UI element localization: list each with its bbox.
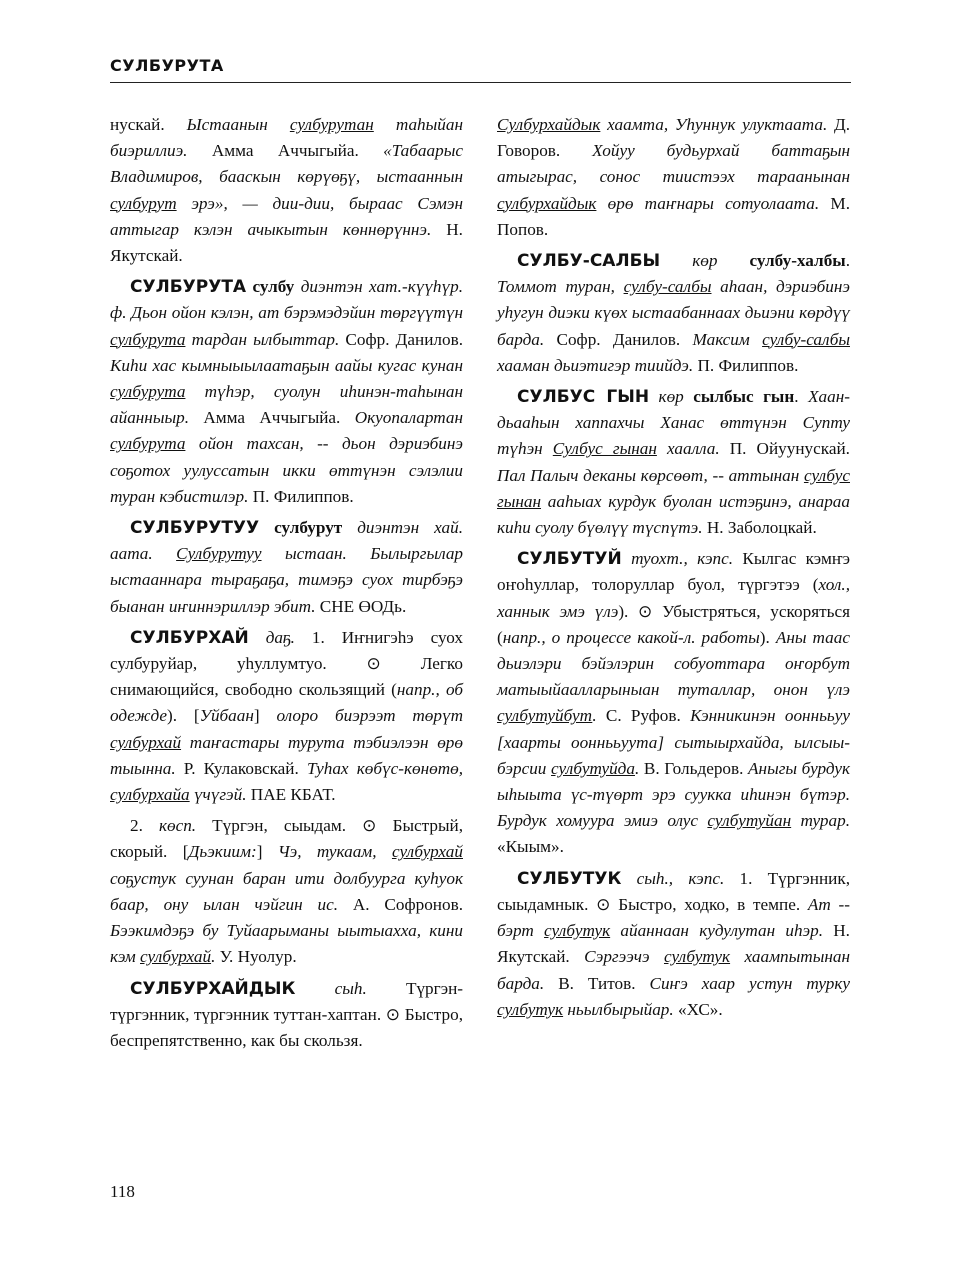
example-text: напр., об одежде	[110, 680, 463, 726]
highlighted-word: сулбурхайа	[110, 785, 190, 805]
example-text: Ыстаанын	[186, 115, 290, 134]
page-number: 118	[110, 1182, 135, 1201]
example-text: тардан ылбыттар.	[185, 329, 340, 349]
example-text: үчүгэй.	[189, 785, 247, 805]
running-head: СУЛБУРУТА	[110, 56, 224, 75]
entry-text: Түргэн, сыыдам. ⊙ Быстрый, скорый. [	[110, 816, 464, 862]
example-text: ойон тахсан, -- дьон дэриэбинэ соҕотох уулуссатын икки өттүнэн сэлэлии туран кэбистилэр.	[110, 434, 463, 506]
headword: СУЛБУ-САЛБЫ	[517, 251, 661, 272]
entry-text: .	[845, 251, 850, 271]
entry-text: Н. Заболоцкай.	[702, 518, 817, 538]
entry-text: А. Софронов.	[338, 894, 464, 914]
example-text: Томмот туран,	[497, 277, 624, 297]
example-text: ыстаан. Былыргылар ыстааннара тыраҕаҕа, тимэҕэ суох тирбэҕэ быанан иҥиннэриллэр эбит.	[110, 544, 464, 616]
example-text: «Табаарыс Владимиров, бааскын көрүөҕү, ыстааннын	[110, 141, 463, 187]
entry-text: «Кыым».	[497, 837, 564, 857]
entry-text: П. Филиппов.	[693, 355, 799, 375]
highlighted-word: сулбурхай	[140, 947, 212, 967]
example-text: аһаан, дэриэбинэ уһугун диэки күөх ыстаабаннаах дьиэни көрдүү барда.	[497, 277, 850, 349]
cross-reference: сулбу-халбы	[749, 251, 846, 271]
entry-text: СНЕ ӨОДь.	[315, 596, 407, 616]
highlighted-word: сулбурутан	[289, 115, 374, 134]
highlighted-word: сулбутуйда	[551, 758, 635, 778]
example-text: Чэ, тукаам,	[277, 842, 392, 862]
example-text: напр., о процессе какой-л. работы	[502, 627, 760, 647]
example-text: өрө таҥнары сотуолаата.	[596, 193, 820, 213]
dictionary-entry	[497, 866, 850, 1023]
headword: СУЛБУРУТУУ	[130, 518, 260, 539]
entry-text: ]	[253, 706, 277, 726]
highlighted-word: сулбурхайдык	[497, 193, 597, 213]
example-text: Кэнникинэн ооннььуу [	[497, 706, 850, 752]
example-text: Окуопалартан	[354, 408, 463, 428]
entry-text: Н. Якутскай.	[497, 921, 850, 967]
entry-text: «ХС».	[673, 999, 723, 1019]
left-column	[110, 112, 463, 1059]
example-text: даҕ.	[248, 627, 295, 647]
cross-reference: сулбу	[252, 277, 295, 297]
example-text: ааһыах курдук буолан истэҕинэ, анараа киһи суолу бүөлүү түспүтэ.	[497, 491, 850, 538]
entry-text: ПАЕ КБАТ.	[246, 785, 336, 805]
entry-text: Софр. Данилов.	[339, 329, 464, 349]
example-text: турар.	[791, 811, 850, 831]
highlighted-word: сулбу-салбы	[762, 329, 850, 349]
entry-text: 1. Түргэнник, сыыдамнык. ⊙ Быстро, ходко, в темпе.	[497, 868, 850, 914]
example-text: Уйбаан	[199, 706, 254, 726]
example-text: Киһи хас кымныыылаатаҕын аайы кугас кунан	[110, 355, 463, 375]
example-text: олоро биэрээт төрүт	[276, 706, 463, 726]
headword: СУЛБУС ГЫН	[517, 387, 650, 408]
dictionary-entry	[497, 384, 850, 541]
entry-text: Р. Кулаковскай.	[175, 758, 307, 778]
highlighted-word: сулбурута	[110, 329, 186, 349]
entry-text: Н. Якутскай.	[110, 219, 463, 266]
example-text: Хаан-дьааһын хаппахчы Ханас өттүнэн Супту түһэн	[497, 387, 850, 459]
example-text: ньылбырыйар.	[563, 999, 674, 1019]
highlighted-word: сулбутуйбут	[497, 706, 593, 726]
example-text: Пал Палыч деканы көрсөөт, -- аттынан	[497, 465, 804, 485]
highlighted-word: сулбу-салбы	[623, 277, 712, 297]
example-text: сыһ.	[295, 978, 367, 998]
example-text: .	[211, 947, 216, 967]
dictionary-entry	[110, 976, 463, 1055]
example-text: Дьэкиим:	[188, 842, 257, 862]
example-text: Максим	[692, 329, 763, 349]
example-text: диэнтэн хат.-күүһүр. ф. Дьон ойон кэлэн, ат бэрэмэдэйин төргүүтүн	[110, 277, 463, 323]
example-text: хаалла.	[656, 439, 720, 459]
example-text: Аны таас дьиэлэри бэйэлэрин собуоттара оҥорбут матыыйаалларыныан туталлар, онон үлэ	[497, 627, 850, 700]
example-text: диэнтэн хай. аата.	[110, 518, 464, 564]
entry-text: ). ⊙ Убыстряться, ускоряться (	[497, 601, 850, 647]
example-text: ] сытыырхайда, ылсыы-бэрсии	[497, 732, 850, 778]
entry-text: 1. Иҥнигэһэ суох сулбуруйар, уһуллумтуо. ⊙ Легко снимающийся, свободно скользящий (	[110, 627, 463, 700]
cross-reference: сулбурут	[274, 518, 343, 538]
highlighted-word: сулбурута	[110, 434, 186, 454]
example-text: түһэр, суолун иhинэн-таhынан айанныыр.	[110, 382, 463, 428]
example-text: хаамта, Уһуннук улуктаата.	[600, 115, 828, 134]
entry-text: С. Руфов.	[596, 706, 691, 726]
entry-text: ]	[256, 842, 278, 862]
entry-text: П. Филиппов.	[248, 486, 354, 506]
example-text: көр	[649, 387, 694, 407]
headword: СУЛБУРХАЙ	[130, 627, 249, 648]
highlighted-word: Сулбус гынан	[552, 439, 657, 459]
entry-text: нускай.	[110, 115, 187, 134]
entry-text	[259, 518, 274, 537]
example-text: эрэ», — дии-дии, быраас Сэмэн аттыгар кэлэн ачыкытын көннөрүннэ.	[110, 193, 463, 239]
entry-text: Амма Аччыгыйа.	[189, 408, 355, 428]
continuation-paragraph	[497, 112, 850, 243]
entry-text: Түргэн-түргэнник, түргэнник туттан-хаптан. ⊙ Быстро, беспрепятственно, как бы скользя.	[110, 978, 463, 1050]
headword: СУЛБУРУТА	[130, 277, 247, 298]
example-text: Сэргээчэ	[584, 947, 664, 967]
entry-text: .	[794, 387, 809, 407]
page-header	[110, 56, 851, 83]
example-text: хааман дьиэтигэр тиийдэ.	[497, 355, 694, 375]
example-text: таҥастары турута тэбиэлээн өрө тыынна.	[110, 732, 463, 778]
highlighted-word: сулбурута	[110, 382, 186, 402]
entry-text: ). [	[167, 706, 200, 726]
entry-text: П. Ойуунускай.	[719, 439, 850, 459]
example-text: Туһах көбүс-көнөтө,	[306, 758, 463, 778]
entry-text: В. Титов.	[544, 973, 650, 993]
right-column	[497, 112, 850, 1028]
dictionary-entry	[497, 546, 850, 860]
dictionary-entry	[497, 248, 850, 379]
highlighted-word: Сулбурхайдык	[497, 115, 601, 134]
entry-text: Софр. Данилов.	[544, 329, 693, 349]
highlighted-word: сулбурхай	[391, 842, 463, 862]
entry-text: Д. Говоров.	[497, 115, 850, 161]
example-text: хол., ханнык эмэ үлэ	[497, 575, 850, 621]
highlighted-word: сулбутук	[497, 999, 564, 1019]
dictionary-entry	[110, 515, 463, 620]
example-text: хаарты ооннььуута	[503, 732, 658, 752]
example-text: көсп.	[158, 816, 197, 836]
dictionary-entry	[110, 813, 463, 970]
headword: СУЛБУРХАЙДЫК	[130, 978, 296, 999]
headword: СУЛБУТУЙ	[517, 549, 622, 570]
highlighted-word: сулбус гынан	[497, 465, 850, 511]
example-text: Ат -- бэрт	[497, 894, 850, 941]
example-text: айаннаан кудулутан иһэр.	[610, 921, 824, 941]
entry-text: ).	[759, 627, 776, 647]
entry-text: Амма Аччыгыйа.	[211, 141, 384, 161]
highlighted-word: сулбутук	[544, 921, 611, 941]
example-text: Бээкимдэҕэ бу Туйаарыманы ыытыахха, кини кэм	[110, 921, 463, 967]
cross-reference: сылбыс гын	[693, 387, 795, 407]
example-text: көр	[660, 251, 750, 271]
example-text: Аныгы бурдук ыһыыта үс-түөрт эрэ суукка иһинэн бүтэр. Бурдук хомуура эмиэ олус	[497, 758, 850, 831]
entry-text: М. Попов.	[497, 193, 850, 239]
entry-text: 2.	[130, 816, 159, 836]
example-text: сыһ., кэпс.	[621, 868, 725, 888]
continuation-paragraph	[110, 112, 463, 269]
example-text: соҕустук суунан баран ити долбуурга куһуок баар, ону ылан чэйгин ис.	[110, 868, 463, 914]
dictionary-entry	[110, 625, 463, 808]
example-text: .	[634, 758, 640, 778]
headword: СУЛБУТУК	[517, 868, 622, 889]
highlighted-word: сулбурхай	[110, 732, 182, 752]
highlighted-word: сулбутук	[663, 947, 731, 967]
example-text: хаампытынан барда.	[497, 947, 850, 993]
highlighted-word: Сулбурутуу	[176, 544, 262, 564]
example-text: кэпс.	[697, 549, 734, 569]
dictionary-entry	[110, 274, 463, 510]
entry-text: У. Нуолур.	[215, 947, 297, 967]
highlighted-word: сулбурут	[110, 193, 177, 213]
example-text: .	[592, 706, 597, 726]
entry-text: Кылгас кэмҥэ оҥоһуллар, толоруллар буол, түргэтээ (	[497, 549, 850, 595]
example-text: Сиҥэ хаар устун турку	[649, 973, 850, 993]
example-text: Хойуу будьурхай баттаҕын атыгырас, сонос тиистээх тараанынан	[497, 141, 850, 187]
highlighted-word: сулбутуйан	[707, 811, 792, 831]
example-text: таhыйан биэриллиэ.	[110, 115, 463, 161]
example-text: туохт.,	[621, 549, 698, 569]
entry-text: В. Гольдеров.	[639, 758, 749, 778]
